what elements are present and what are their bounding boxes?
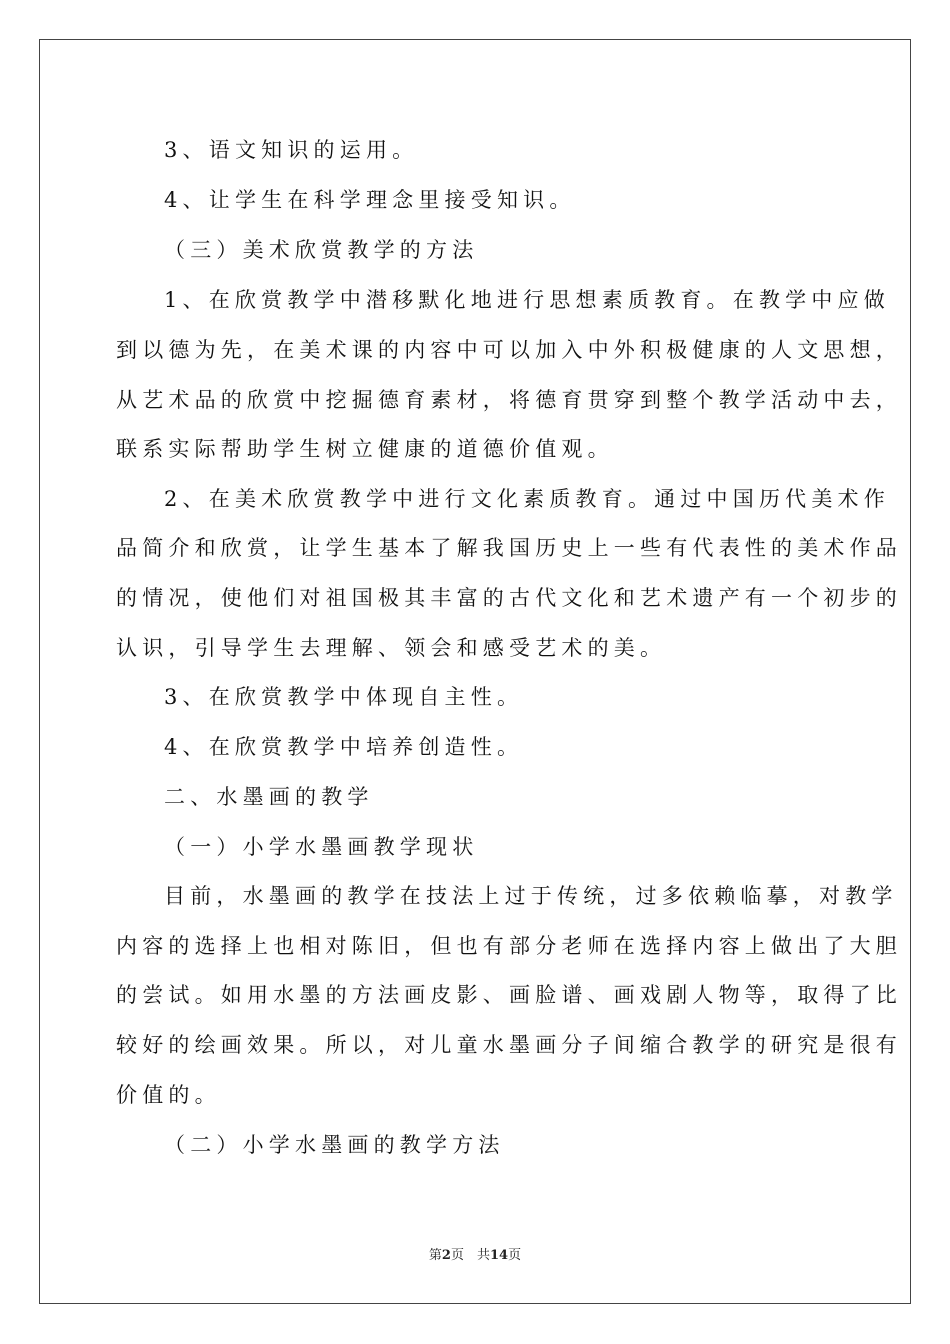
text-line: 价值的。 <box>116 1083 221 1107</box>
text-line: 到以德为先，在美术课的内容中可以加入中外积极健康的人文思想， <box>116 338 902 362</box>
section-heading: 二、水墨画的教学 <box>164 785 374 809</box>
text-line: 3、在欣赏教学中体现自主性。 <box>164 685 524 709</box>
text-line: 4、让学生在科学理念里接受知识。 <box>164 188 576 212</box>
text-line: 品简介和欣赏，让学生基本了解我国历史上一些有代表性的美术作品 <box>116 536 902 560</box>
footer-mid: 页 共 <box>450 1248 490 1263</box>
footer-suffix: 页 <box>508 1248 522 1263</box>
text-line: 4、在欣赏教学中培养创造性。 <box>164 735 524 759</box>
text-line: 目前，水墨画的教学在技法上过于传统，过多依赖临摹，对教学 <box>164 884 898 908</box>
page-border <box>39 39 911 1304</box>
section-heading: （一）小学水墨画教学现状 <box>164 835 479 859</box>
section-heading: （三）美术欣赏教学的方法 <box>164 238 479 262</box>
text-line: 2、在美术欣赏教学中进行文化素质教育。通过中国历代美术作 <box>164 487 890 511</box>
page-footer <box>0 1248 950 1264</box>
text-line: 较好的绘画效果。所以，对儿童水墨画分子间缩合教学的研究是很有 <box>116 1033 902 1057</box>
total-page-count: 14 <box>489 1248 509 1263</box>
section-heading: （二）小学水墨画的教学方法 <box>164 1133 505 1157</box>
text-line: 3、语文知识的运用。 <box>164 138 419 162</box>
text-line: 认识，引导学生去理解、领会和感受艺术的美。 <box>116 636 667 660</box>
text-line: 从艺术品的欣赏中挖掘德育素材，将德育贯穿到整个教学活动中去， <box>116 388 902 412</box>
current-page-number: 2 <box>441 1248 451 1263</box>
text-line: 内容的选择上也相对陈旧，但也有部分老师在选择内容上做出了大胆 <box>116 934 902 958</box>
footer-prefix: 第 <box>428 1248 442 1263</box>
text-line: 的情况，使他们对祖国极其丰富的古代文化和艺术遗产有一个初步的 <box>116 586 902 610</box>
text-line: 1、在欣赏教学中潜移默化地进行思想素质教育。在教学中应做 <box>164 288 890 312</box>
text-line: 联系实际帮助学生树立健康的道德价值观。 <box>116 437 614 461</box>
text-line: 的尝试。如用水墨的方法画皮影、画脸谱、画戏剧人物等，取得了比 <box>116 983 902 1007</box>
